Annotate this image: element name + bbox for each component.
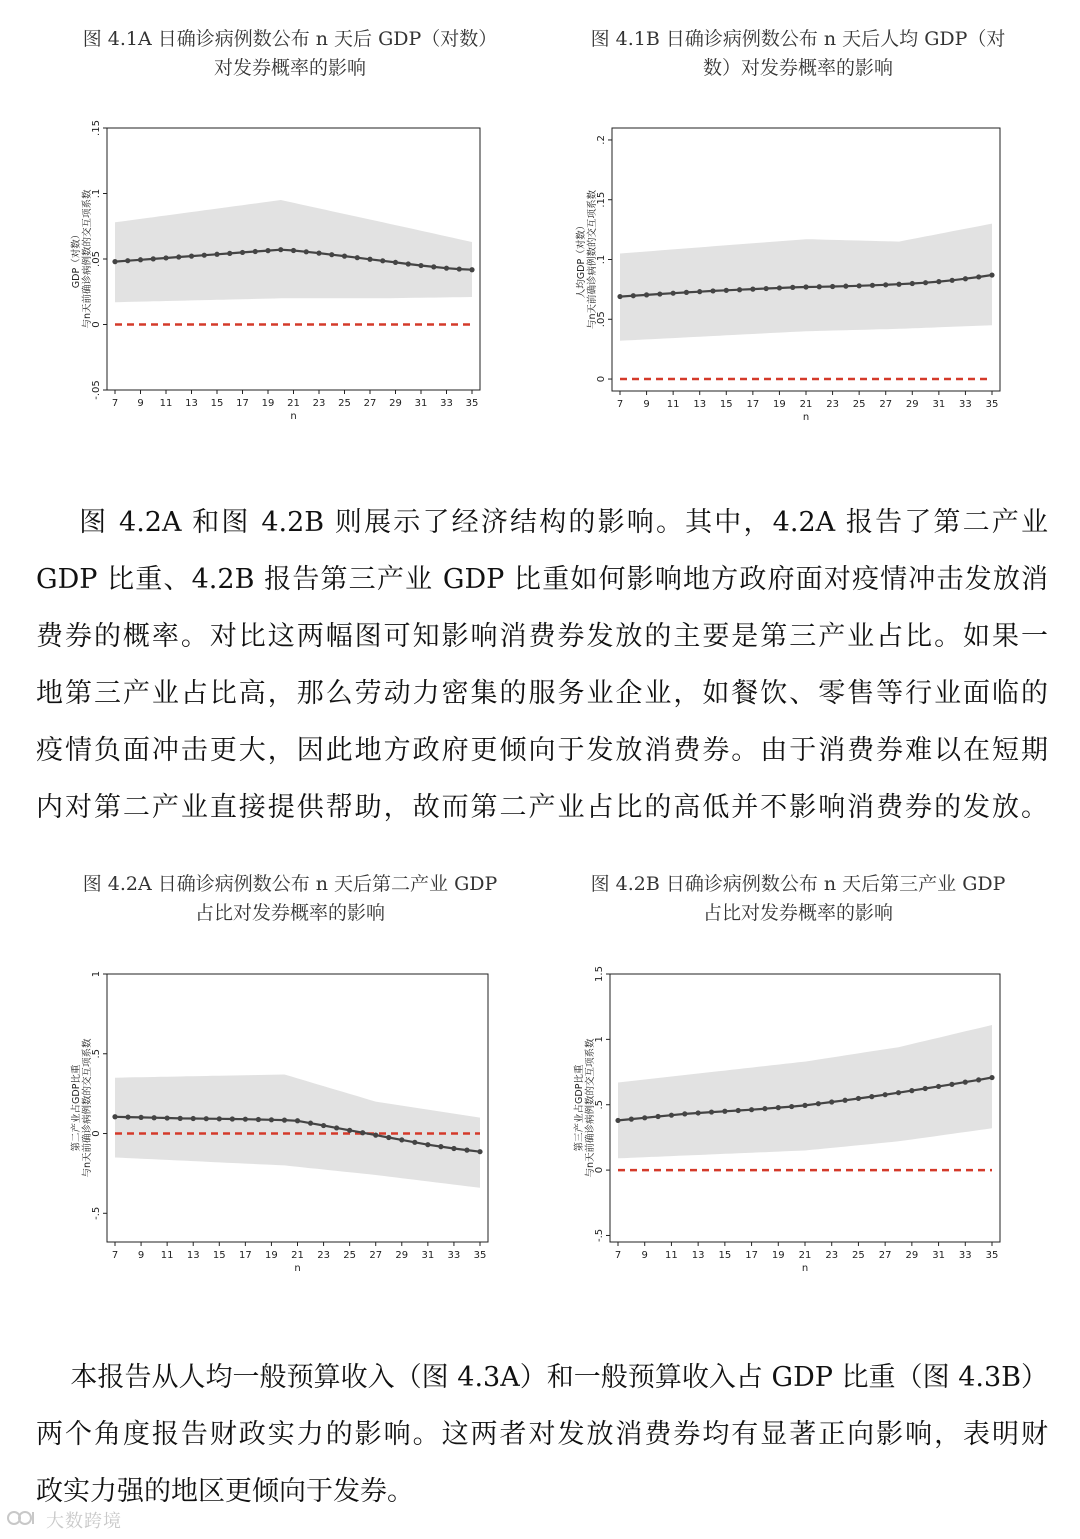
x-tick-label: 35 — [985, 1250, 999, 1261]
series-point — [217, 1116, 222, 1121]
x-tick-label: 15 — [719, 399, 733, 410]
x-axis-label: n — [802, 412, 810, 423]
x-tick-label: 35 — [985, 399, 999, 410]
x-tick-label: 21 — [287, 398, 300, 409]
series-point — [464, 1148, 469, 1153]
watermark — [6, 1507, 122, 1533]
series-point — [669, 1113, 674, 1118]
paragraph-line: 地第三产业占比高，那么劳动力密集的服务业企业，如餐饮、零售等行业面临的 — [36, 678, 1048, 709]
series-point — [762, 1106, 767, 1111]
series-point — [883, 282, 888, 287]
paragraph-line: 内对第二产业直接提供帮助，故而第二产业占比的高低并不影响消费券的发放。 — [36, 792, 1048, 823]
series-point — [412, 1140, 417, 1145]
y-tick-label: .05 — [91, 251, 102, 267]
figure-caption-4-2b — [548, 870, 1048, 928]
x-tick-label: 11 — [159, 398, 173, 409]
caption-line: 图 4.2A 日确诊病例数公布 n 天后第二产业 GDP — [82, 873, 498, 895]
x-tick-label: 11 — [666, 399, 680, 410]
series-point — [989, 1075, 994, 1080]
series-point — [870, 283, 875, 288]
x-tick-label: 7 — [614, 1250, 622, 1261]
series-point — [949, 1082, 954, 1087]
series-point — [316, 251, 321, 256]
series-point — [253, 249, 258, 254]
paragraph-line: 费券的概率。对比这两幅图可知影响消费券发放的主要是第三产业占比。如果一 — [36, 621, 1048, 652]
series-point — [444, 266, 449, 271]
series-point — [438, 1144, 443, 1149]
series-point — [709, 1109, 714, 1114]
series-point — [406, 261, 411, 266]
x-tick-label: 29 — [905, 399, 919, 410]
series-point — [125, 1114, 130, 1119]
x-tick-label: 27 — [369, 1250, 383, 1261]
x-tick-label: 17 — [746, 399, 760, 410]
caption-line: 图 4.2B 日确诊病例数公布 n 天后第三产业 GDP — [590, 873, 1006, 895]
y-tick-label: -.5 — [91, 1206, 102, 1220]
paragraph-line: 本报告从人均一般预算收入（图 4.3A）和一般预算收入占 GDP 比重（图 4.3B） — [36, 1362, 1048, 1393]
caption-line: 图 4.1B 日确诊病例数公布 n 天后人均 GDP（对 — [590, 28, 1006, 50]
x-tick-label: 15 — [210, 398, 224, 409]
x-tick-label: 31 — [932, 1250, 945, 1261]
y-tick-label: .15 — [91, 120, 102, 136]
series-point — [477, 1149, 482, 1154]
series-point — [816, 1101, 821, 1106]
x-tick-label: 33 — [447, 1250, 461, 1261]
x-tick-label: 11 — [160, 1250, 174, 1261]
series-point — [829, 1099, 834, 1104]
series-point — [418, 263, 423, 268]
paragraph-line: 图 4.2A 和图 4.2B 则展示了经济结构的影响。其中，4.2A 报告了第二产业 — [36, 507, 1048, 538]
x-tick-label: 21 — [799, 399, 813, 410]
x-tick-label: 19 — [773, 399, 786, 410]
series-point — [342, 254, 347, 259]
paragraph-line: 两个角度报告财政实力的影响。这两者对发放消费券均有显著正向影响，表明财 — [36, 1419, 1048, 1450]
watermark-text: 大数跨境 — [46, 1511, 122, 1532]
series-point — [202, 253, 207, 258]
x-tick-label: 9 — [137, 1250, 145, 1261]
series-point — [976, 274, 981, 279]
series-point — [214, 252, 219, 257]
series-point — [724, 288, 729, 293]
x-tick-label: 23 — [312, 398, 326, 409]
y-tick-label: 0 — [596, 375, 607, 383]
series-point — [373, 1133, 378, 1138]
series-point — [909, 1088, 914, 1093]
y-tick-label: .1 — [596, 254, 607, 265]
series-point — [457, 266, 462, 271]
chart-svg — [55, 120, 495, 430]
x-tick-label: 31 — [421, 1250, 435, 1261]
series-point — [278, 247, 283, 252]
x-tick-label: 19 — [771, 1250, 785, 1261]
series-point — [347, 1128, 352, 1133]
x-tick-label: 33 — [959, 399, 972, 410]
series-point — [393, 260, 398, 265]
series-point — [204, 1116, 209, 1121]
paragraph-line: 政实力强的地区更倾向于发券。 — [36, 1476, 414, 1507]
series-point — [842, 1098, 847, 1103]
x-tick-label: 29 — [389, 398, 402, 409]
y-tick-label: 0 — [91, 321, 102, 328]
x-tick-label: 19 — [261, 398, 275, 409]
y-axis-label: GDP（对数） — [71, 229, 82, 289]
series-point — [243, 1117, 248, 1122]
figure-caption-4-1a — [40, 25, 540, 83]
x-tick-label: 25 — [852, 399, 866, 410]
series-point — [431, 264, 436, 269]
series-point — [923, 1086, 928, 1091]
chart-svg — [55, 970, 495, 1280]
figure-caption-4-1b — [548, 25, 1048, 83]
series-point — [857, 283, 862, 288]
series-point — [152, 1115, 157, 1120]
series-point — [138, 1115, 143, 1120]
series-point — [151, 256, 156, 261]
y-axis-label: 第二产业占GDP比重 — [71, 1064, 82, 1152]
series-point — [936, 1084, 941, 1089]
x-tick-label: 7 — [616, 399, 624, 410]
series-point — [856, 1096, 861, 1101]
x-tick-label: 21 — [798, 1250, 812, 1261]
series-point — [671, 291, 676, 296]
x-tick-label: 15 — [718, 1250, 732, 1261]
series-point — [256, 1117, 261, 1122]
y-tick-label: 1 — [91, 970, 102, 978]
series-point — [334, 1125, 339, 1130]
series-point — [227, 251, 232, 256]
series-point — [380, 258, 385, 263]
caption-line: 对发券概率的影响 — [213, 57, 366, 79]
series-point — [869, 1094, 874, 1099]
figure-caption-4-2a — [40, 870, 540, 928]
series-point — [883, 1092, 888, 1097]
x-tick-label: 23 — [317, 1250, 330, 1261]
paragraph-line: 疫情负面冲击更大，因此地方政府更倾向于发放消费券。由于消费券难以在短期 — [36, 735, 1048, 766]
y-tick-label: 1.5 — [594, 966, 605, 982]
x-tick-label: 15 — [212, 1250, 226, 1261]
series-point — [367, 257, 372, 262]
series-point — [989, 272, 994, 277]
series-point — [112, 1114, 117, 1119]
series-point — [269, 1117, 274, 1122]
y-tick-label: .2 — [596, 135, 607, 145]
x-tick-label: 9 — [641, 1250, 648, 1261]
x-tick-label: 23 — [826, 399, 839, 410]
x-axis-label: n — [294, 1263, 301, 1274]
series-point — [896, 282, 901, 287]
x-axis-label: n — [290, 411, 297, 422]
x-tick-label: 27 — [879, 399, 893, 410]
x-tick-label: 17 — [236, 398, 249, 409]
x-tick-label: 35 — [465, 398, 479, 409]
series-point — [265, 248, 270, 253]
series-point — [682, 1111, 687, 1116]
chart-4-1b — [570, 120, 1010, 430]
x-tick-label: 23 — [825, 1250, 839, 1261]
series-point — [697, 289, 702, 294]
series-point — [191, 1116, 196, 1121]
series-point — [329, 252, 334, 257]
x-tick-label: 31 — [932, 399, 946, 410]
x-tick-label: 35 — [473, 1250, 487, 1261]
x-tick-label: 11 — [665, 1250, 678, 1261]
series-point — [950, 278, 955, 283]
series-point — [843, 284, 848, 289]
series-point — [125, 258, 130, 263]
x-tick-label: 17 — [745, 1250, 758, 1261]
x-tick-label: 19 — [265, 1250, 278, 1261]
series-point — [386, 1135, 391, 1140]
y-axis-label: 与n天前确诊病例数的交互项系数 — [82, 189, 93, 329]
series-point — [817, 284, 822, 289]
x-tick-label: 33 — [958, 1250, 972, 1261]
x-tick-label: 31 — [414, 398, 428, 409]
series-point — [963, 276, 968, 281]
series-point — [803, 284, 808, 289]
series-point — [399, 1137, 404, 1142]
chart-svg — [570, 966, 1010, 1280]
x-tick-label: 13 — [185, 398, 198, 409]
series-point — [176, 254, 181, 259]
caption-line: 占比对发券概率的影响 — [194, 902, 385, 924]
series-point — [631, 293, 636, 298]
caption-line: 数）对发券概率的影响 — [702, 57, 893, 79]
x-axis-label: n — [801, 1263, 809, 1274]
series-point — [777, 285, 782, 290]
series-point — [178, 1116, 183, 1121]
series-point — [976, 1077, 981, 1082]
series-point — [451, 1146, 456, 1151]
series-point — [910, 281, 915, 286]
x-tick-label: 21 — [291, 1250, 304, 1261]
series-point — [425, 1142, 430, 1147]
y-axis-label: 与n天前确诊病例数的交互项系数 — [585, 1038, 596, 1178]
x-tick-label: 13 — [186, 1250, 200, 1261]
series-point — [138, 257, 143, 262]
series-point — [295, 1118, 300, 1123]
watermark-logo-icon — [6, 1509, 40, 1532]
x-tick-label: 17 — [238, 1250, 252, 1261]
x-tick-label: 9 — [137, 398, 144, 409]
y-tick-label: 0 — [91, 1130, 102, 1137]
series-point — [776, 1105, 781, 1110]
y-tick-label: .5 — [594, 1099, 605, 1110]
series-point — [936, 279, 941, 284]
x-tick-label: 7 — [111, 1250, 119, 1261]
x-tick-label: 13 — [693, 399, 707, 410]
y-tick-label: -.5 — [594, 1228, 605, 1243]
y-tick-label: -.05 — [91, 380, 102, 400]
x-tick-label: 7 — [111, 398, 119, 409]
series-point — [750, 287, 755, 292]
series-point — [617, 294, 622, 299]
x-tick-label: 29 — [905, 1250, 919, 1261]
x-tick-label: 25 — [343, 1250, 357, 1261]
x-tick-label: 13 — [691, 1250, 705, 1261]
y-tick-label: 1 — [594, 1036, 605, 1043]
x-tick-label: 25 — [852, 1250, 865, 1261]
series-point — [710, 288, 715, 293]
chart-4-2a — [55, 970, 495, 1280]
y-tick-label: .15 — [596, 191, 607, 208]
chart-svg — [570, 120, 1010, 430]
series-point — [896, 1090, 901, 1095]
series-point — [790, 285, 795, 290]
x-tick-label: 9 — [643, 399, 650, 410]
x-tick-label: 29 — [395, 1250, 409, 1261]
series-point — [923, 280, 928, 285]
series-point — [629, 1117, 634, 1122]
series-point — [112, 259, 117, 264]
y-axis-label: 与n天前确诊病例数的交互项系数 — [82, 1038, 93, 1178]
y-axis-label: 与n天前确诊病例数的交互项系数 — [587, 189, 598, 330]
series-point — [749, 1107, 754, 1112]
series-point — [230, 1116, 235, 1121]
series-point — [789, 1104, 794, 1109]
y-tick-label: .05 — [596, 311, 607, 328]
series-point — [642, 1115, 647, 1120]
series-point — [165, 1115, 170, 1120]
series-point — [802, 1103, 807, 1108]
series-point — [655, 1114, 660, 1119]
y-tick-label: .1 — [91, 188, 102, 199]
series-point — [963, 1080, 968, 1085]
series-point — [308, 1121, 313, 1126]
series-point — [282, 1118, 287, 1123]
paragraph-line: GDP 比重、4.2B 报告第三产业 GDP 比重如何影响地方政府面对疫情冲击发放消 — [36, 564, 1048, 595]
series-point — [644, 292, 649, 297]
series-point — [240, 250, 245, 255]
series-point — [696, 1110, 701, 1115]
caption-line: 图 4.1A 日确诊病例数公布 n 天后 GDP（对数） — [82, 28, 498, 50]
series-point — [736, 1108, 741, 1113]
caption-line: 占比对发券概率的影响 — [702, 902, 893, 924]
series-point — [737, 287, 742, 292]
x-tick-label: 25 — [338, 398, 351, 409]
x-tick-label: 27 — [878, 1250, 892, 1261]
y-axis-label: 第三产业占GDP比重 — [574, 1064, 585, 1152]
series-point — [304, 249, 309, 254]
series-point — [321, 1123, 326, 1128]
y-axis-label: 人均GDP（对数） — [576, 220, 587, 299]
series-point — [615, 1118, 620, 1123]
series-point — [684, 290, 689, 295]
series-point — [764, 286, 769, 291]
series-point — [830, 284, 835, 289]
series-point — [189, 254, 194, 259]
chart-4-2b — [570, 966, 1010, 1280]
y-tick-label: 0 — [594, 1166, 605, 1174]
series-point — [657, 291, 662, 296]
y-tick-label: .5 — [91, 1048, 102, 1059]
series-point — [163, 255, 168, 260]
x-tick-label: 27 — [363, 398, 377, 409]
series-point — [469, 267, 474, 272]
chart-4-1a — [55, 120, 495, 430]
series-point — [360, 1130, 365, 1135]
series-point — [355, 255, 360, 260]
x-tick-label: 33 — [440, 398, 453, 409]
series-point — [291, 248, 296, 253]
series-point — [722, 1109, 727, 1114]
